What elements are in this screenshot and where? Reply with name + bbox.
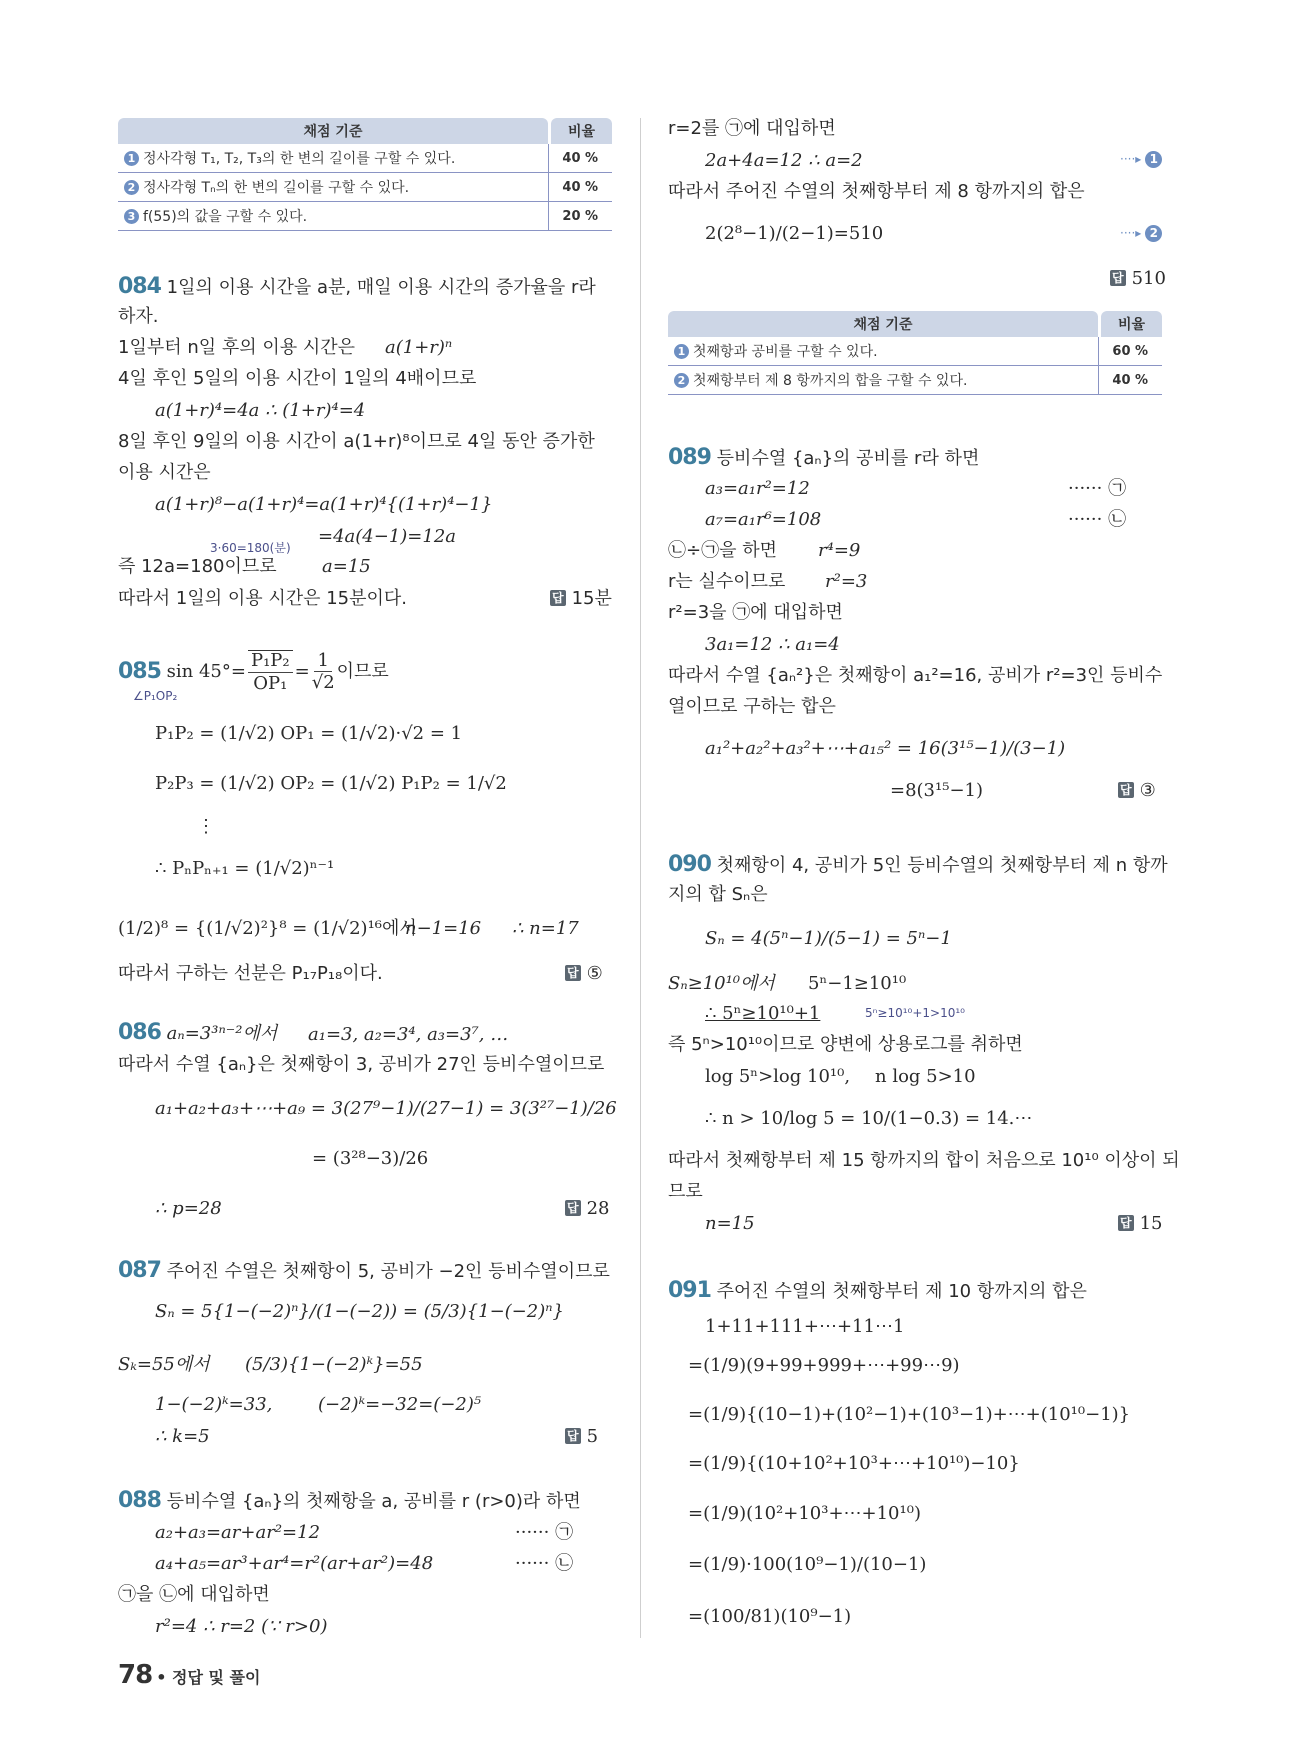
text-line: 주어진 수열의 첫째항부터 제 10 항까지의 합은 bbox=[716, 1281, 1087, 1302]
math-line: r²=4 ∴ r=2 (∵ r>0) bbox=[155, 1616, 328, 1637]
equation-marker: ······ ㉠ bbox=[1068, 478, 1127, 499]
answer-value: 5 bbox=[586, 1426, 599, 1447]
problem-number: 090 bbox=[668, 852, 711, 877]
math-line: a₇=a₁r⁶=108 bbox=[705, 509, 822, 530]
math-line: r²=3 bbox=[825, 571, 868, 592]
text-line: r는 실수이므로 bbox=[668, 571, 786, 592]
ratio-value: 40 % bbox=[562, 150, 599, 166]
answer-value: 28 bbox=[586, 1198, 610, 1219]
table-row bbox=[118, 144, 612, 173]
page-number: 78 bbox=[118, 1660, 153, 1690]
math-line: =8(3¹⁵−1) bbox=[890, 780, 983, 801]
problem-number: 091 bbox=[668, 1278, 711, 1303]
criteria-text: f(55)의 값을 구할 수 있다. bbox=[143, 209, 308, 225]
text-line: 하자. bbox=[118, 306, 159, 327]
math-line: (1/2)⁸ = {(1/√2)²}⁸ = (1/√2)¹⁶에서 bbox=[118, 918, 417, 939]
math-line: n=15 bbox=[705, 1213, 755, 1234]
text-line: 이므로 bbox=[336, 660, 389, 682]
step-marker-1: ····▸ 1 bbox=[1120, 151, 1166, 168]
scoring-table-1 bbox=[118, 118, 612, 231]
math-line: ∴ n > 10/log 5 = 10/(1−0.3) = 14.⋯ bbox=[705, 1108, 1033, 1129]
math-line: 5ⁿ−1≥10¹⁰ bbox=[808, 973, 907, 994]
math-line: ∴ PₙPₙ₊₁ = (1/√2)ⁿ⁻¹ bbox=[155, 858, 335, 879]
text-line: 첫째항이 4, 공비가 5인 등비수열의 첫째항부터 제 n 항까 bbox=[716, 855, 1168, 876]
math-line: = (3²⁸−3)/26 bbox=[312, 1148, 429, 1169]
math-line: a(1+r)⁴=4a ∴ (1+r)⁴=4 bbox=[155, 400, 366, 421]
criteria-text: 정사각형 T₁, T₂, T₃의 한 변의 길이를 구할 수 있다. bbox=[143, 151, 456, 167]
answer-value: ③ bbox=[1139, 780, 1156, 801]
math-line: 2a+4a=12 ∴ a=2 bbox=[705, 150, 863, 171]
text-line: 주어진 수열은 첫째항이 5, 공비가 −2인 등비수열이므로 bbox=[166, 1261, 610, 1282]
math-line: a₃=a₁r²=12 bbox=[705, 478, 810, 499]
table-header-criteria: 채점 기준 bbox=[118, 118, 548, 144]
table-row bbox=[668, 337, 1162, 366]
circle-giyeok-icon: ㉠ bbox=[1108, 478, 1127, 499]
equation-marker: ······ ㉠ bbox=[515, 1522, 574, 1543]
annotation-note: ∠P₁OP₂ bbox=[133, 689, 178, 703]
answer-badge bbox=[1118, 782, 1156, 800]
text-line: 따라서 수열 {aₙ²}은 첫째항이 a₁²=16, 공비가 r²=3인 등비수 bbox=[668, 665, 1163, 686]
fraction-numerator: 1 bbox=[314, 651, 331, 673]
circle-nieun-icon: ㉡ bbox=[555, 1553, 574, 1574]
table-header-ratio: 비율 bbox=[1101, 311, 1162, 337]
table-row bbox=[668, 366, 1162, 395]
answer-tag-icon: 답 bbox=[567, 966, 579, 980]
problem-number: 086 bbox=[118, 1020, 161, 1045]
math-line: =(1/9){(10−1)+(10²−1)+(10³−1)+⋯+(10¹⁰−1)} bbox=[688, 1404, 1131, 1425]
math-line: ∴ p=28 bbox=[155, 1198, 222, 1219]
math-line: =(100/81)(10⁹−1) bbox=[688, 1606, 852, 1627]
math-text: sin 45°= bbox=[166, 660, 246, 682]
answer-badge bbox=[565, 1428, 598, 1446]
math-line: n−1=16 bbox=[405, 918, 482, 939]
text-line: 따라서 수열 {aₙ}은 첫째항이 3, 공비가 27인 등비수열이므로 bbox=[118, 1054, 605, 1075]
step-1-icon: 1 bbox=[124, 151, 139, 166]
answer-badge bbox=[1110, 270, 1166, 288]
step-2-icon: 2 bbox=[1145, 225, 1162, 242]
math-line: ⋮ bbox=[197, 816, 215, 837]
math-line: a₄+a₅=ar³+ar⁴=r²(ar+ar²)=48 bbox=[155, 1553, 434, 1574]
math-line: =(1/9)(10²+10³+⋯+10¹⁰) bbox=[688, 1503, 921, 1524]
math-line: a₂+a₃=ar+ar²=12 bbox=[155, 1522, 321, 1543]
text-line: 1일부터 n일 후의 이용 시간은 bbox=[118, 337, 356, 358]
text-line: 즉 12a=180이므로 bbox=[118, 556, 277, 577]
math-line: 1−(−2)ᵏ=33, bbox=[155, 1394, 273, 1415]
ratio-value: 20 % bbox=[562, 208, 599, 224]
step-1-icon: 1 bbox=[1145, 151, 1162, 168]
text-line: 등비수열 {aₙ}의 첫째항을 a, 공비를 r (r>0)라 하면 bbox=[166, 1491, 581, 1512]
ratio-value: 40 % bbox=[1112, 372, 1149, 388]
problem-number: 089 bbox=[668, 445, 711, 470]
table-row bbox=[118, 173, 612, 202]
math-line: a(1+r)⁸−a(1+r)⁴=a(1+r)⁴{(1+r)⁴−1} bbox=[155, 494, 493, 515]
answer-value: ⑤ bbox=[586, 963, 603, 984]
math-line: Sₙ = 4(5ⁿ−1)/(5−1) = 5ⁿ−1 bbox=[705, 928, 952, 949]
text-line: 4일 후인 5일의 이용 시간이 1일의 4배이므로 bbox=[118, 368, 477, 389]
fraction-numerator: P₁P₂ bbox=[248, 650, 293, 673]
equation-marker: ······ ㉡ bbox=[515, 1553, 574, 1574]
answer-tag-icon: 답 bbox=[567, 1201, 579, 1215]
math-line: Sₙ≥10¹⁰에서 bbox=[668, 973, 775, 994]
math-text: = bbox=[294, 660, 310, 682]
problem-number: 088 bbox=[118, 1488, 161, 1513]
ratio-value: 60 % bbox=[1112, 343, 1149, 359]
math-line: a₁²+a₂²+a₃²+⋯+a₁₅² = 16(3¹⁵−1)/(3−1) bbox=[705, 738, 1066, 759]
math-line: ∴ k=5 bbox=[155, 1426, 210, 1447]
text-line: 므로 bbox=[668, 1181, 703, 1202]
criteria-text: 첫째항부터 제 8 항까지의 합을 구할 수 있다. bbox=[693, 373, 968, 389]
math-line: aₙ=3³ⁿ⁻²에서 bbox=[166, 1023, 278, 1044]
section-label: • 정답 및 풀이 bbox=[156, 1668, 261, 1687]
equation-marker: ······ ㉡ bbox=[1068, 509, 1127, 530]
criteria-text: 정사각형 Tₙ의 한 변의 길이를 구할 수 있다. bbox=[143, 180, 410, 196]
annotation-note: 3·60=180(분) bbox=[210, 541, 291, 555]
annotation-note: 5ⁿ≥10¹⁰+1>10¹⁰ bbox=[865, 1006, 965, 1020]
math-line: a=15 bbox=[322, 556, 371, 577]
math-line: log 5ⁿ>log 10¹⁰, bbox=[705, 1066, 851, 1087]
text-line: 즉 5ⁿ>10¹⁰이므로 양변에 상용로그를 취하면 bbox=[668, 1034, 1023, 1055]
circle-nieun-icon: ㉡ bbox=[1108, 509, 1127, 530]
math-line: (5/3){1−(−2)ᵏ}=55 bbox=[245, 1354, 423, 1375]
text-line: 따라서 주어진 수열의 첫째항부터 제 8 항까지의 합은 bbox=[668, 181, 1085, 202]
step-1-icon: 1 bbox=[674, 344, 689, 359]
table-row bbox=[118, 202, 612, 231]
answer-value: 15분 bbox=[571, 588, 612, 609]
text-line: 따라서 1일의 이용 시간은 15분이다. bbox=[118, 588, 408, 609]
math-line: 1+11+111+⋯+11⋯1 bbox=[705, 1316, 905, 1337]
table-header-ratio: 비율 bbox=[551, 118, 612, 144]
answer-value: 15 bbox=[1139, 1213, 1163, 1234]
step-3-icon: 3 bbox=[124, 209, 139, 224]
math-line: =(1/9)·100(10⁹−1)/(10−1) bbox=[688, 1554, 927, 1575]
text-line: 8일 후인 9일의 이용 시간이 a(1+r)⁸이므로 4일 동안 증가한 bbox=[118, 431, 595, 452]
answer-tag-icon: 답 bbox=[1120, 1216, 1132, 1230]
text-line: 등비수열 {aₙ}의 공비를 r라 하면 bbox=[716, 448, 980, 469]
math-line: =(1/9)(9+99+999+⋯+99⋯9) bbox=[688, 1355, 960, 1376]
math-line: a(1+r)ⁿ bbox=[385, 337, 453, 358]
answer-badge bbox=[550, 590, 612, 608]
text-line: r=2를 ㉠에 대입하면 bbox=[668, 118, 836, 139]
ratio-value: 40 % bbox=[562, 179, 599, 195]
answer-value: 510 bbox=[1131, 268, 1166, 289]
page-footer bbox=[118, 1660, 260, 1690]
fraction-denominator: OP₁ bbox=[253, 672, 288, 694]
math-line: ∴ n=17 bbox=[512, 918, 579, 939]
text-line: 지의 합 Sₙ은 bbox=[668, 884, 768, 905]
text-line: 따라서 첫째항부터 제 15 항까지의 합이 처음으로 10¹⁰ 이상이 되 bbox=[668, 1150, 1180, 1171]
text-line: ㉠을 ㉡에 대입하면 bbox=[118, 1584, 270, 1605]
math-line: P₂P₃ = (1/√2) OP₂ = (1/√2) P₁P₂ = 1/√2 bbox=[155, 773, 507, 794]
text-line: 따라서 구하는 선분은 P₁₇P₁₈이다. bbox=[118, 963, 383, 984]
math-line: =(1/9){(10+10²+10³+⋯+10¹⁰)−10} bbox=[688, 1453, 1020, 1474]
problem-number: 087 bbox=[118, 1258, 161, 1283]
column-divider bbox=[640, 118, 641, 1638]
table-header-criteria: 채점 기준 bbox=[668, 311, 1098, 337]
answer-tag-icon: 답 bbox=[1112, 271, 1124, 285]
math-line: n log 5>10 bbox=[875, 1066, 976, 1087]
answer-tag-icon: 답 bbox=[567, 1429, 579, 1443]
answer-badge bbox=[565, 1200, 610, 1218]
answer-tag-icon: 답 bbox=[552, 591, 564, 605]
math-line: a₁=3, a₂=3⁴, a₃=3⁷, … bbox=[308, 1024, 509, 1045]
answer-tag-icon: 답 bbox=[1120, 783, 1132, 797]
math-line: Sₖ=55에서 bbox=[118, 1354, 210, 1375]
answer-badge bbox=[565, 965, 603, 983]
math-line: =4a(4−1)=12a bbox=[318, 526, 457, 547]
step-2-icon: 2 bbox=[674, 373, 689, 388]
step-marker-2: ····▸ 2 bbox=[1120, 225, 1166, 242]
text-line: 이용 시간은 bbox=[118, 462, 211, 483]
circle-giyeok-icon: ㉠ bbox=[555, 1522, 574, 1543]
math-line: ∴ 5ⁿ≥10¹⁰+1 bbox=[705, 1003, 821, 1024]
fraction-denominator: √2 bbox=[311, 672, 335, 694]
answer-badge bbox=[1118, 1215, 1163, 1233]
step-2-icon: 2 bbox=[124, 180, 139, 195]
criteria-text: 첫째항과 공비를 구할 수 있다. bbox=[693, 344, 878, 360]
math-line: (−2)ᵏ=−32=(−2)⁵ bbox=[318, 1394, 482, 1415]
math-line: r⁴=9 bbox=[818, 540, 861, 561]
math-line: 2(2⁸−1)/(2−1)=510 bbox=[705, 223, 884, 244]
math-line: a₁+a₂+a₃+⋯+a₉ = 3(27⁹−1)/(27−1) = 3(3²⁷−1)/26 bbox=[155, 1098, 617, 1119]
scoring-table-2 bbox=[668, 311, 1162, 395]
problem-number: 084 bbox=[118, 274, 161, 299]
math-line: Sₙ = 5{1−(−2)ⁿ}/(1−(−2)) = (5/3){1−(−2)ⁿ} bbox=[155, 1301, 564, 1322]
problem-number: 085 bbox=[118, 658, 161, 684]
text-line: ㉡÷㉠을 하면 bbox=[668, 540, 777, 561]
text-line: r²=3을 ㉠에 대입하면 bbox=[668, 602, 843, 623]
text-line: 1일의 이용 시간을 a분, 매일 이용 시간의 증가율을 r라 bbox=[166, 277, 596, 298]
math-line: 3a₁=12 ∴ a₁=4 bbox=[705, 634, 840, 655]
math-line: P₁P₂ = (1/√2) OP₁ = (1/√2)·√2 = 1 bbox=[155, 723, 463, 744]
text-line: 열이므로 구하는 합은 bbox=[668, 696, 836, 717]
